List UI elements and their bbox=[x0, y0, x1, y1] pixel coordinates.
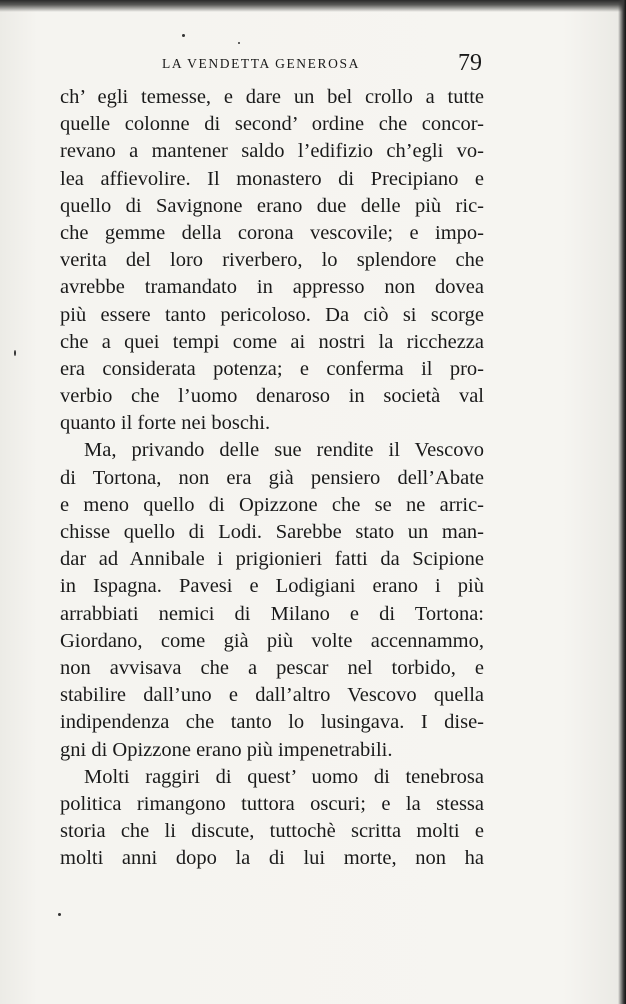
text-line: quello di Savignone erano due delle più ric- bbox=[60, 194, 484, 217]
text-line: di Tortona, non era già pensiero dell’Abate bbox=[60, 466, 484, 489]
paper-speck bbox=[238, 42, 240, 44]
text-line: in Ispagna. Pavesi e Lodigiani erano i più bbox=[60, 575, 484, 598]
text-line: revano a mantener saldo l’edifizio ch’egli vo- bbox=[60, 140, 484, 163]
text-line: non avvisava che a pescar nel torbido, e bbox=[60, 656, 484, 679]
body-text bbox=[60, 84, 484, 872]
text-line: lea affievolire. Il monastero di Precipiano e bbox=[60, 167, 484, 190]
text-line: avrebbe tramandato in appresso non dovea bbox=[60, 276, 484, 299]
paper-speck bbox=[182, 34, 185, 37]
text-line: Ma, privando delle sue rendite il Vescovo bbox=[84, 439, 484, 462]
text-line: Molti raggiri di quest’ uomo di tenebrosa bbox=[84, 765, 484, 788]
text-line: verita del loro riverbero, lo splendore che bbox=[60, 249, 484, 272]
text-line: stabilire dall’uno e dall’altro Vescovo quella bbox=[60, 684, 484, 707]
text-line: indipendenza che tanto lo lusingava. I dise- bbox=[60, 711, 484, 734]
text-line: e meno quello di Opizzone che se ne arric- bbox=[60, 493, 484, 516]
text-line: verbio che l’uomo denaroso in società val bbox=[60, 385, 484, 408]
text-line: politica rimangono tuttora oscuri; e la stessa bbox=[60, 792, 484, 815]
text-line: Giordano, come già più volte accennammo, bbox=[60, 629, 484, 652]
text-line: storia che li discute, tuttochè scritta molti e bbox=[60, 820, 484, 843]
text-line: arrabbiati nemici di Milano e di Tortona: bbox=[60, 602, 484, 625]
text-line: chisse quello di Lodi. Sarebbe stato un man- bbox=[60, 521, 484, 543]
text-line: ch’ egli temesse, e dare un bel crollo a tutte bbox=[60, 86, 484, 108]
text-line: quanto il forte nei boschi. bbox=[60, 412, 271, 435]
text-line: era considerata potenza; e conferma il pro- bbox=[60, 357, 484, 380]
text-line: molti anni dopo la di lui morte, non ha bbox=[60, 847, 484, 870]
page-number: 79 bbox=[458, 50, 482, 76]
page-top-shadow bbox=[0, 0, 626, 12]
text-line: dar ad Annibale i prigionieri fatti da Scipione bbox=[60, 548, 484, 571]
page-right-shadow bbox=[618, 0, 626, 1004]
running-head-title: LA VENDETTA GENEROSA bbox=[162, 56, 360, 71]
text-line: gni di Opizzone erano più impenetrabili. bbox=[60, 738, 393, 761]
text-line: più essere tanto pericoloso. Da ciò si scorge bbox=[60, 303, 484, 326]
paper-speck bbox=[58, 913, 61, 916]
running-head bbox=[0, 52, 626, 86]
text-line: che a quei tempi come ai nostri la ricchezza bbox=[60, 330, 484, 353]
text-line: quelle colonne di second’ ordine che concor- bbox=[60, 113, 484, 136]
text-line: che gemme della corona vescovile; e impo- bbox=[60, 221, 484, 244]
paper-speck bbox=[14, 350, 16, 356]
